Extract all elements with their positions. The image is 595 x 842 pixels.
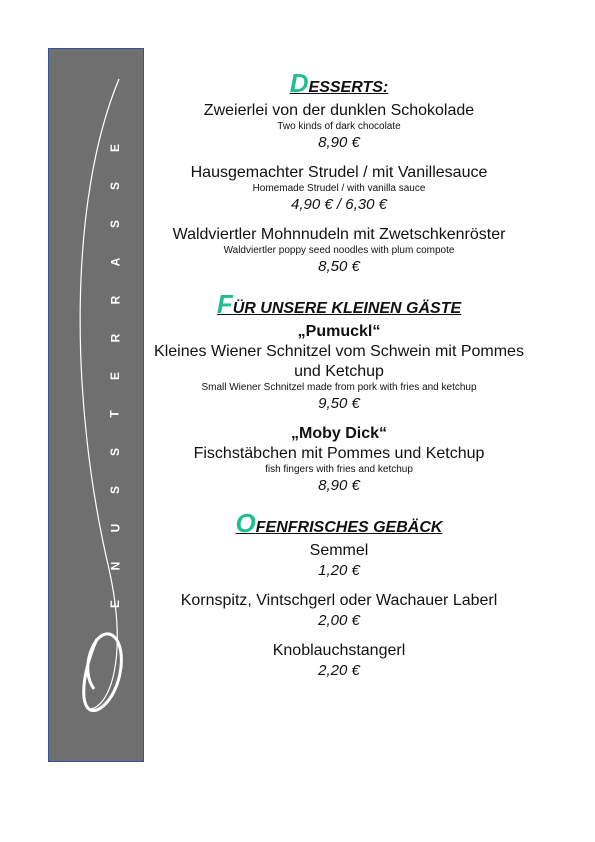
section-title-desserts: DESSERTS: — [289, 68, 389, 98]
menu-item — [150, 424, 528, 496]
brand-letter: S — [107, 447, 122, 457]
brand-letter: R — [107, 295, 122, 305]
brand-letter: N — [107, 561, 122, 571]
brand-letter: S — [107, 181, 122, 191]
item-name: Semmel — [309, 542, 369, 559]
brand-letter: S — [107, 485, 122, 495]
brand-letter: R — [107, 333, 122, 343]
item-price: 2,20 € — [318, 662, 360, 679]
item-price: 1,20 € — [318, 562, 360, 579]
section-title-kids: FÜR UNSERE KLEINEN GÄSTE — [216, 289, 462, 319]
brand-letter: A — [107, 257, 122, 267]
menu-item — [150, 101, 528, 153]
menu-item — [150, 225, 528, 277]
brand-letter: U — [107, 523, 122, 533]
item-translation: fish fingers with fries and ketchup — [265, 464, 413, 475]
item-name: Kornspitz, Vintschgerl oder Wachauer Laberl — [180, 592, 498, 609]
item-price: 8,50 € — [318, 258, 360, 275]
item-name: Hausgemachter Strudel / mit Vanillesauce — [190, 164, 488, 181]
item-price: 4,90 € / 6,30 € — [291, 196, 387, 213]
brand-letter: E — [107, 599, 122, 609]
item-translation: Homemade Strudel / with vanilla sauce — [252, 183, 426, 194]
menu-item — [150, 322, 528, 414]
brand-letter: E — [107, 371, 122, 381]
menu-item — [150, 641, 528, 681]
item-translation: Small Wiener Schnitzel made from pork with fries and ketchup — [201, 382, 477, 393]
brand-vertical-letters — [105, 129, 125, 623]
item-title: „Pumuckl“ — [297, 323, 381, 340]
item-price: 8,90 € — [318, 477, 360, 494]
item-price: 8,90 € — [318, 134, 360, 151]
brand-letter: E — [107, 143, 122, 153]
menu-item — [150, 591, 528, 631]
item-price: 2,00 € — [318, 612, 360, 629]
item-name: Kleines Wiener Schnitzel vom Schwein mit Pommes und Ketchup — [154, 343, 524, 380]
brand-letter: S — [107, 219, 122, 229]
item-name: Zweierlei von der dunklen Schokolade — [203, 102, 475, 119]
item-name: Waldviertler Mohnnudeln mit Zwetschkenröster — [172, 226, 506, 243]
brand-sidebar — [48, 48, 144, 762]
menu-item — [150, 163, 528, 215]
brand-letter: T — [108, 410, 122, 418]
brand-swirl-logo — [49, 49, 145, 763]
menu-content — [150, 70, 528, 691]
item-name: Fischstäbchen mit Pommes und Ketchup — [193, 445, 485, 462]
item-translation: Two kinds of dark chocolate — [277, 121, 401, 132]
item-price: 9,50 € — [318, 395, 360, 412]
item-title: „Moby Dick“ — [290, 425, 387, 442]
section-title-bakery: OFENFRISCHES GEBÄCK — [235, 508, 443, 538]
menu-item — [150, 541, 528, 581]
item-translation: Waldviertler poppy seed noodles with plum compote — [223, 245, 455, 256]
item-name: Knoblauchstangerl — [272, 642, 406, 659]
